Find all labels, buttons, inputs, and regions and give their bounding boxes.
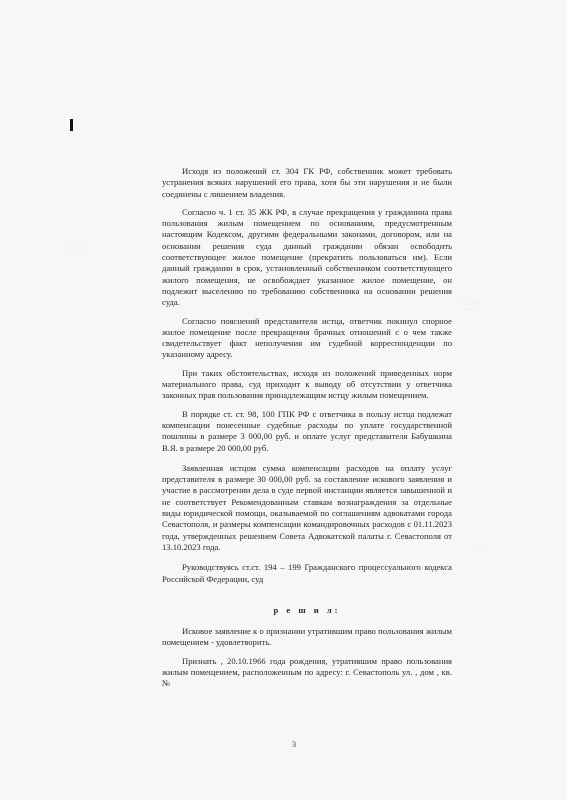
paragraph: При таких обстоятельствах, исходя из положений приведенных норм материального права, суд приходит к выводу об отсутствии у ответчика законных прав пользования принадлежащим истцу жилым помещением. <box>162 367 452 401</box>
bleed-through-text: · ·· ··· <box>470 545 486 551</box>
bleed-through-text: ··· · ·· ·· · ·· ·· · <box>460 300 481 313</box>
paragraph: Согласно пояснений представителя истца, ответчик покинул спорное жилое помещение после прекращения брачных отношений с о чем также свидетельствует факт неполучения им судебной корреспонденции по указанному адресу. <box>162 315 452 360</box>
paragraph: Согласно ч. 1 ст. 35 ЖК РФ, в случае прекращения у гражданина права пользования жилым помещением по основаниям, предусмотренным настоящим Кодексом, другими федеральными законами, договором, или на основании решения суда данный гражданин обязан освободить соответствующее жилое помещение (прекратить пользоваться им). Если данный гражданин в срок, установленный собственником соответствующего жилого помещения, не освобождает указанное жилое помещение, он подлежит выселению по требованию собственника на основании решения суда. <box>162 206 452 308</box>
paragraph: Исходя из положений ст. 304 ГК РФ, собственник может требовать устранения всяких нарушений его права, хотя бы эти нарушения и не были соединены с лишением владения. <box>162 166 452 199</box>
scan-edge-mark <box>70 119 73 131</box>
resolution-paragraph: Исковое заявление к о признании утратившим право пользования жилым помещением - удовлетворить. <box>162 626 452 648</box>
resolution-paragraph: Признать , 20.10.1966 года рождения, утратившим право пользования жилым помещением, расположенным по адресу: г. Севастополь ул. , дом , кв. № <box>162 655 452 689</box>
page-number: 3 <box>292 740 296 749</box>
paragraph: Руководствуясь ст.ст. 194 – 199 Гражданского процессуального кодекса Российской Федерации, суд <box>162 562 452 584</box>
paragraph: Заявленная истцом сумма компенсации расходов на оплату услуг представителя в размере 30 000,00 руб. за составление искового заявления и участие в рассмотрении дела в суде первой инстанции является завышенной и не соответствует Рекомендованным ставкам вознаграждения за отдельные виды юридической помощи, оказываемой по соглашениям адвокатами города Севастополя, и размеры компенсации командировочных расходов с 01.11.2023 года, утвержденных решением Совета Адвокатской палаты г. Севастополя от 13.10.2023 года. <box>162 462 452 552</box>
paragraph: В порядке ст. ст. 98, 100 ГПК РФ с ответчика в пользу истца подлежат компенсации понесенные судебные расходы по уплате государственной пошлины в размере 3 000,00 руб. и оплате услуг представителя Бабушкина В.Я. в размере 20 000,00 руб. <box>162 408 452 453</box>
resolution-heading: р е ш и л: <box>273 604 341 615</box>
bleed-through-text: ·· · ·· · ··· ··· · · ·· · <box>66 242 91 255</box>
document-body <box>162 166 452 690</box>
